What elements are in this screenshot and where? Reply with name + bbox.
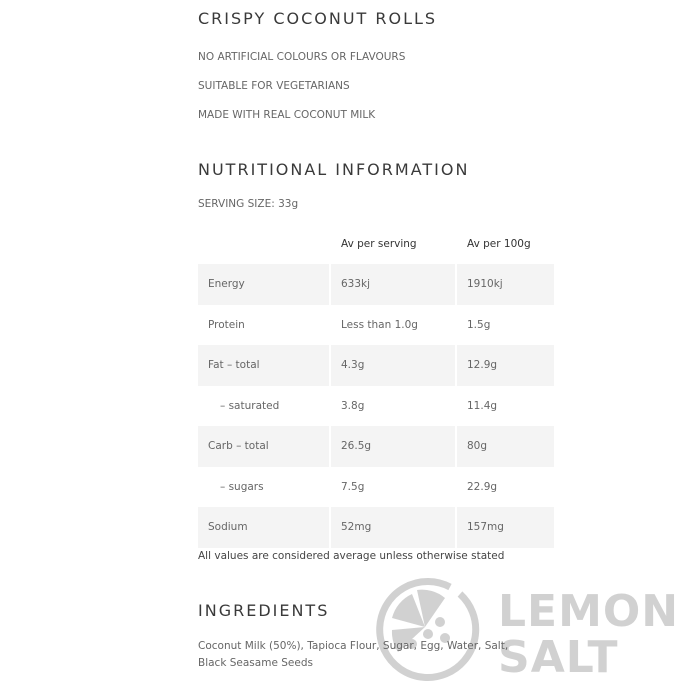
table-header-row bbox=[198, 224, 554, 264]
ingredients-heading: INGREDIENTS bbox=[198, 601, 330, 620]
per-serving-value: Less than 1.0g bbox=[341, 318, 418, 331]
column-header-per-serving: Av per serving bbox=[341, 238, 417, 250]
per-serving-value: 52mg bbox=[331, 507, 455, 548]
serving-size: SERVING SIZE: 33g bbox=[198, 198, 299, 210]
feature-vegetarian: SUITABLE FOR VEGETARIANS bbox=[198, 80, 350, 92]
per-serving-value: 4.3g bbox=[331, 345, 455, 386]
table-row bbox=[198, 507, 554, 548]
per-100g-value: 22.9g bbox=[467, 480, 498, 493]
watermark-line-lemon: LEMON bbox=[498, 586, 680, 637]
feature-coconut-milk: MADE WITH REAL COCONUT MILK bbox=[198, 109, 376, 121]
per-serving-value: 3.8g bbox=[341, 399, 365, 412]
nutrient-label: – saturated bbox=[220, 399, 280, 412]
lemon-salt-watermark bbox=[368, 570, 688, 695]
ingredients-text: Coconut Milk (50%), Tapioca Flour, Sugar, Egg, Water, Salt, Black Seasame Seeds bbox=[198, 640, 509, 669]
per-100g-value: 12.9g bbox=[457, 345, 554, 386]
table-row bbox=[198, 386, 554, 427]
nutrition-note: All values are considered average unless otherwise stated bbox=[198, 550, 505, 562]
watermark-line-salt: SALT bbox=[498, 632, 619, 683]
column-header-per-100g: Av per 100g bbox=[467, 238, 531, 250]
nutrition-heading: NUTRITIONAL INFORMATION bbox=[198, 160, 470, 179]
column-header-nutrient bbox=[198, 224, 329, 264]
table-row bbox=[198, 345, 554, 386]
per-100g-value: 11.4g bbox=[467, 399, 498, 412]
table-row bbox=[198, 467, 554, 508]
feature-no-artificial: NO ARTIFICIAL COLOURS OR FLAVOURS bbox=[198, 51, 406, 63]
nutrient-label: Energy bbox=[198, 264, 329, 305]
per-100g-value: 157mg bbox=[457, 507, 554, 548]
nutrition-table bbox=[196, 224, 556, 548]
per-100g-value: 1910kj bbox=[457, 264, 554, 305]
per-100g-value: 1.5g bbox=[467, 318, 491, 331]
table-row bbox=[198, 305, 554, 346]
per-100g-value: 80g bbox=[457, 426, 554, 467]
per-serving-value: 26.5g bbox=[331, 426, 455, 467]
nutrient-label: Carb – total bbox=[198, 426, 329, 467]
per-serving-value: 633kj bbox=[331, 264, 455, 305]
nutrient-label: Protein bbox=[208, 318, 245, 331]
nutrient-label: Fat – total bbox=[198, 345, 329, 386]
table-row bbox=[198, 426, 554, 467]
per-serving-value: 7.5g bbox=[341, 480, 365, 493]
nutrient-label: – sugars bbox=[220, 480, 264, 493]
table-row bbox=[198, 264, 554, 305]
nutrient-label: Sodium bbox=[198, 507, 329, 548]
product-title: CRISPY COCONUT ROLLS bbox=[198, 9, 438, 28]
